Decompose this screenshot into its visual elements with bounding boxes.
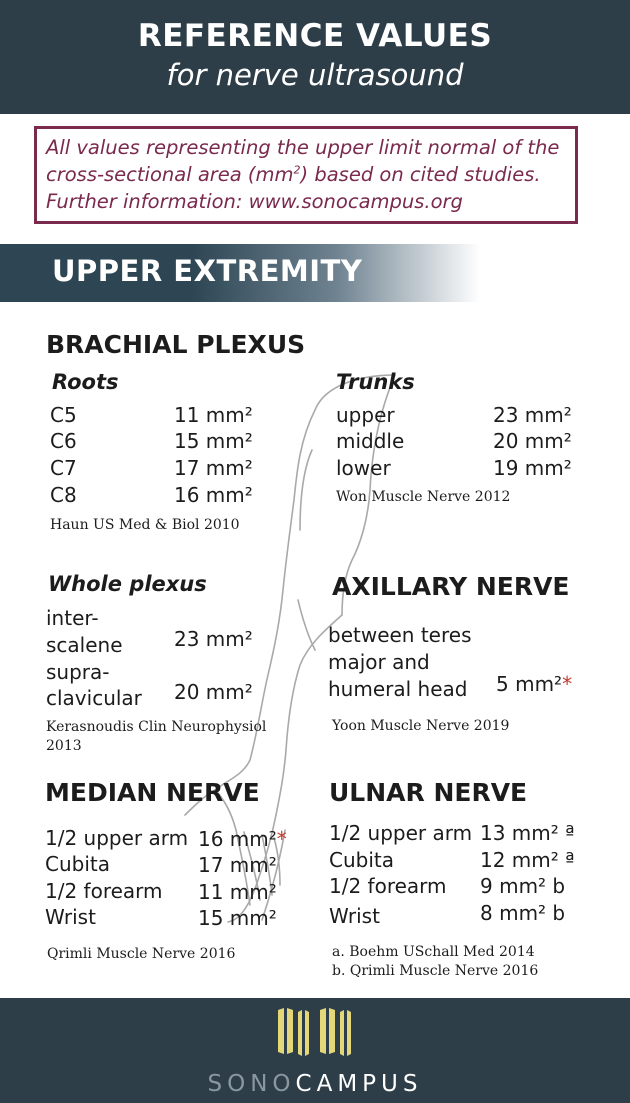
trunks-label: lower [336,456,391,480]
asterisk-mark: * [562,672,573,696]
median-label: Wrist [45,905,96,929]
info-line-2: cross-sectional area $(mm^2)$ based on cited studies. [46,163,541,186]
trunks-citation: Won Muscle Nerve 2012 [336,489,511,505]
ulnar-value: 12 mm² ª [480,848,575,872]
whole-plexus-label: inter- [46,606,99,630]
ulnar-value: 9 mm² b [480,874,566,898]
whole-plexus-label: clavicular [46,686,142,710]
whole-plexus-citation: Kerasnoudis Clin Neurophysiol [46,719,267,735]
roots-subheading: Roots [52,370,119,394]
sonocampus-logo-icon [270,1006,360,1056]
info-line-1: All values representing the upper limit normal of the [46,136,560,159]
axillary-citation: Yoon Muscle Nerve 2019 [332,718,510,734]
ulnar-label: 1/2 upper arm [329,821,473,845]
median-label: Cubita [45,852,110,876]
median-label: 1/2 forearm [45,879,163,903]
ulnar-citation-a: a. Boehm USchall Med 2014 [332,944,535,960]
axillary-value: 5 mm²* [496,672,573,696]
trunks-value: 20 mm² [493,429,572,453]
median-value: 11 mm² [198,880,277,904]
brand-wordmark: SONOCAMPUS [207,1071,423,1097]
axillary-label: between teres [328,623,472,647]
trunks-subheading: Trunks [336,370,415,394]
roots-value: 11 mm² [174,403,253,427]
roots-value: 16 mm² [174,483,253,507]
roots-label: C8 [50,483,77,507]
axillary-label: major and [328,650,430,674]
axillary-nerve-heading: AXILLARY NERVE [332,572,570,601]
ulnar-value: 13 mm² ª [480,821,575,845]
asterisk-mark: * [276,827,287,851]
roots-value: 17 mm² [174,456,253,480]
ulnar-nerve-heading: ULNAR NERVE [329,778,528,807]
whole-plexus-subheading: Whole plexus [48,572,207,596]
whole-plexus-value: 23 mm² [174,627,253,651]
ulnar-citation-b: b. Qrimli Muscle Nerve 2016 [332,963,539,979]
trunks-value: 19 mm² [493,456,572,480]
roots-label: C7 [50,456,77,480]
ulnar-value: 8 mm² b [480,901,566,925]
whole-plexus-value: 20 mm² [174,680,253,704]
median-label: 1/2 upper arm [45,826,189,850]
median-value: 16 mm²* [198,827,287,851]
ulnar-label: 1/2 forearm [329,874,447,898]
trunks-label: upper [336,403,395,427]
axillary-label: humeral head [328,677,468,701]
roots-label: C5 [50,403,77,427]
roots-label: C6 [50,429,77,453]
trunks-value: 23 mm² [493,403,572,427]
median-value: 17 mm² [198,853,277,877]
median-value: 15 mm² [198,906,277,930]
roots-value: 15 mm² [174,429,253,453]
trunks-label: middle [336,429,405,453]
median-citation: Qrimli Muscle Nerve 2016 [47,946,236,962]
section-title: UPPER EXTREMITY [52,254,363,288]
brachial-plexus-heading: BRACHIAL PLEXUS [46,330,306,359]
page-subtitle: for nerve ultrasound [166,58,464,92]
ulnar-label: Wrist [329,904,380,928]
whole-plexus-label: supra- [46,660,110,684]
roots-citation: Haun US Med & Biol 2010 [50,517,240,533]
info-line-3: Further information: www.sonocampus.org [46,190,463,213]
whole-plexus-label: scalene [46,633,123,657]
median-nerve-heading: MEDIAN NERVE [45,778,260,807]
ulnar-label: Cubita [329,848,394,872]
whole-plexus-citation: 2013 [46,738,82,754]
page-title: REFERENCE VALUES [137,18,493,54]
